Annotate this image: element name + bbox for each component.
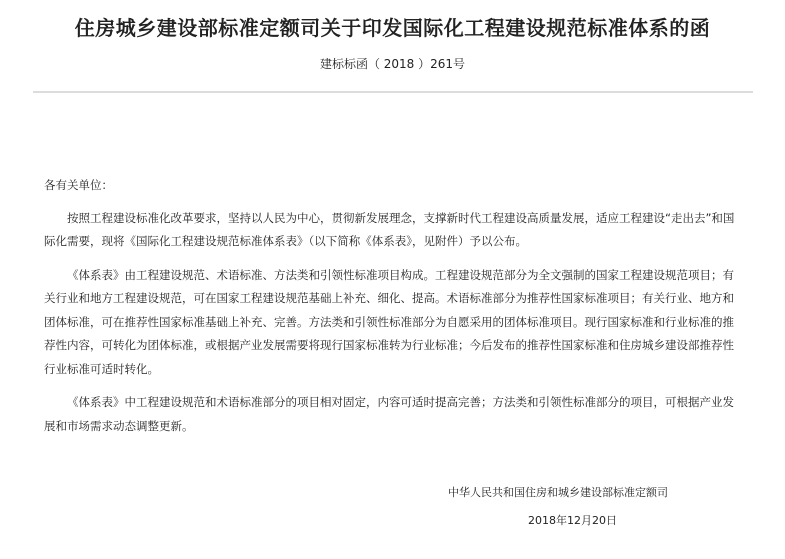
issuer-name: 中华人民共和国住房和城乡建设部标准定额司 xyxy=(448,486,668,499)
paragraph-2: 《体系表》由工程建设规范、术语标准、方法类和引领性标准项目构成。工程建设规范部分为全文强制的国家工程建设规范项目；有关行业和地方工程建设规范，可在国家工程建设规范基础上补充、细化、提高。术语标准部分为推荐性国家标准项目；有关行业、地方和团体标准，可在推荐性国家标准基础上补充、完善。方法类和引领性标准部分为自愿采用的团体标准项目。现行国家标准和行业标准的推荐性内容，可转化为团体标准，或根据产业发展需要将现行国家标准转为行业标准；今后发布的推荐性国家标准和住房城乡建设部推荐性行业标准可适时转化。 xyxy=(44,267,734,376)
signature-block xyxy=(440,484,740,528)
paragraph-3: 《体系表》中工程建设规范和术语标准部分的项目相对固定，内容可适时提高完善；方法类和引领性标准部分的项目，可根据产业发展和市场需求动态调整更新。 xyxy=(44,395,734,433)
salutation: 各有关单位： xyxy=(44,178,113,192)
header-divider xyxy=(33,91,753,93)
paragraph-1: 按照工程建设标准化改革要求，坚持以人民为中心，贯彻新发展理念，支撑新时代工程建设高质量发展，适应工程建设“走出去”和国际化需要，现将《国际化工程建设规范标准体系表》（以下简称《体系表》，见附件）予以公布。 xyxy=(44,210,735,248)
issue-date: 2018年12月20日 xyxy=(528,514,617,527)
document-body xyxy=(44,174,736,448)
document-title: 住房城乡建设部标准定额司关于印发国际化工程建设规范标准体系的函 xyxy=(74,16,711,40)
document-number: 建标标函（ 2018 ）261号 xyxy=(319,57,466,71)
